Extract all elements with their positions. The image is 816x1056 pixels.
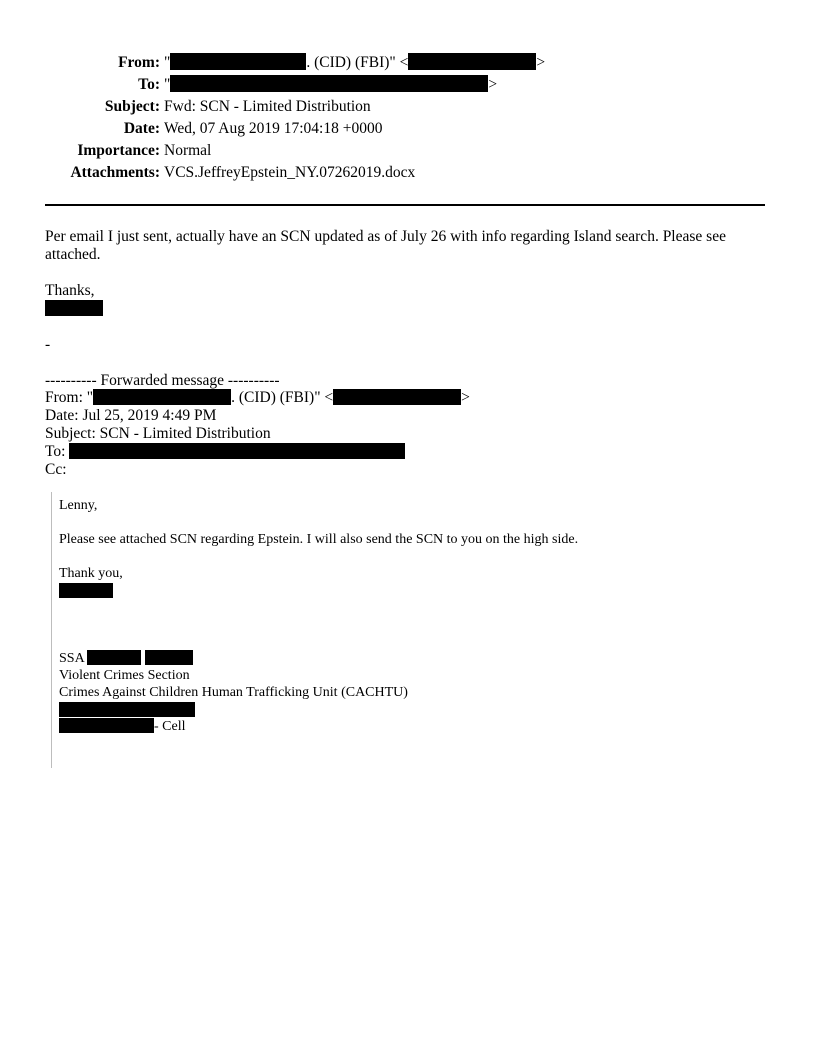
date-label: Date: (123, 120, 160, 137)
redacted-recipient (170, 75, 488, 92)
redacted-cell-number (59, 718, 154, 733)
from-close: > (536, 54, 546, 71)
redacted-sender-name (170, 53, 306, 70)
redacted-agent-last-name (145, 650, 193, 665)
signature-unit: Crimes Against Children Human Trafficking Unit (CACHTU) (59, 685, 408, 700)
signature-title-line (59, 650, 193, 667)
header-from-row (0, 52, 816, 74)
forwarded-to-line (45, 443, 405, 461)
forwarded-separator: ---------- Forwarded message ---------- (45, 372, 280, 389)
redacted-forwarded-sender (93, 389, 231, 405)
importance-label: Importance: (77, 142, 160, 159)
to-open-quote: " (164, 76, 171, 93)
forwarded-from-close: > (461, 389, 470, 406)
from-open-quote: " (164, 54, 171, 71)
to-label: To: (138, 76, 160, 93)
quote-bar (51, 492, 52, 768)
redacted-sender-email (408, 53, 536, 70)
quoted-greeting: Lenny, (59, 498, 98, 513)
quoted-body: Please see attached SCN regarding Epstein. I will also send the SCN to you on the high side. (59, 532, 579, 547)
header-attachments-row (0, 162, 816, 184)
redacted-office-phone (59, 702, 195, 717)
subject-label: Subject: (104, 98, 160, 115)
to-close: > (488, 76, 498, 93)
redacted-signature (45, 300, 103, 316)
message-body: Per email I just sent, actually have an SCN updated as of July 26 with info regarding Island search. Please see attached. (45, 228, 726, 263)
attachment-link[interactable]: VCS.JeffreyEpstein_NY.07262019.docx (164, 164, 416, 181)
forwarded-from-prefix: From: " (45, 389, 94, 406)
email-header (0, 52, 816, 192)
forwarded-cc-line: Cc: (45, 461, 67, 478)
header-importance-row (0, 140, 816, 162)
redacted-agent-first-name (87, 650, 141, 665)
header-date-row (0, 118, 816, 140)
redacted-forwarded-recipients (69, 443, 405, 459)
redacted-forwarded-email (333, 389, 461, 405)
header-to-row (0, 74, 816, 96)
date-value: Wed, 07 Aug 2019 17:04:18 +0000 (164, 120, 383, 137)
header-divider (45, 204, 765, 206)
importance-value: Normal (164, 142, 212, 159)
forwarded-from-line (45, 389, 470, 407)
signature-section: Violent Crimes Section (59, 668, 190, 683)
signature-prefix: SSA (59, 651, 85, 666)
forwarded-subject-line: Subject: SCN - Limited Distribution (45, 425, 271, 442)
header-subject-row (0, 96, 816, 118)
signature-cell-line (59, 718, 186, 735)
message-dash: - (45, 336, 51, 353)
from-label: From: (118, 54, 160, 71)
forwarded-to-prefix: To: (45, 443, 66, 460)
forwarded-date-line: Date: Jul 25, 2019 4:49 PM (45, 407, 217, 424)
forwarded-from-agency: . (CID) (FBI)" < (231, 389, 334, 406)
quoted-closing: Thank you, (59, 566, 123, 581)
message-closing: Thanks, (45, 282, 95, 299)
signature-cell-suffix: - Cell (154, 719, 186, 734)
redacted-quoted-signature (59, 583, 113, 598)
from-agency: . (CID) (FBI)" < (306, 54, 409, 71)
subject-value: Fwd: SCN - Limited Distribution (164, 98, 371, 115)
attachments-label: Attachments: (70, 164, 160, 181)
